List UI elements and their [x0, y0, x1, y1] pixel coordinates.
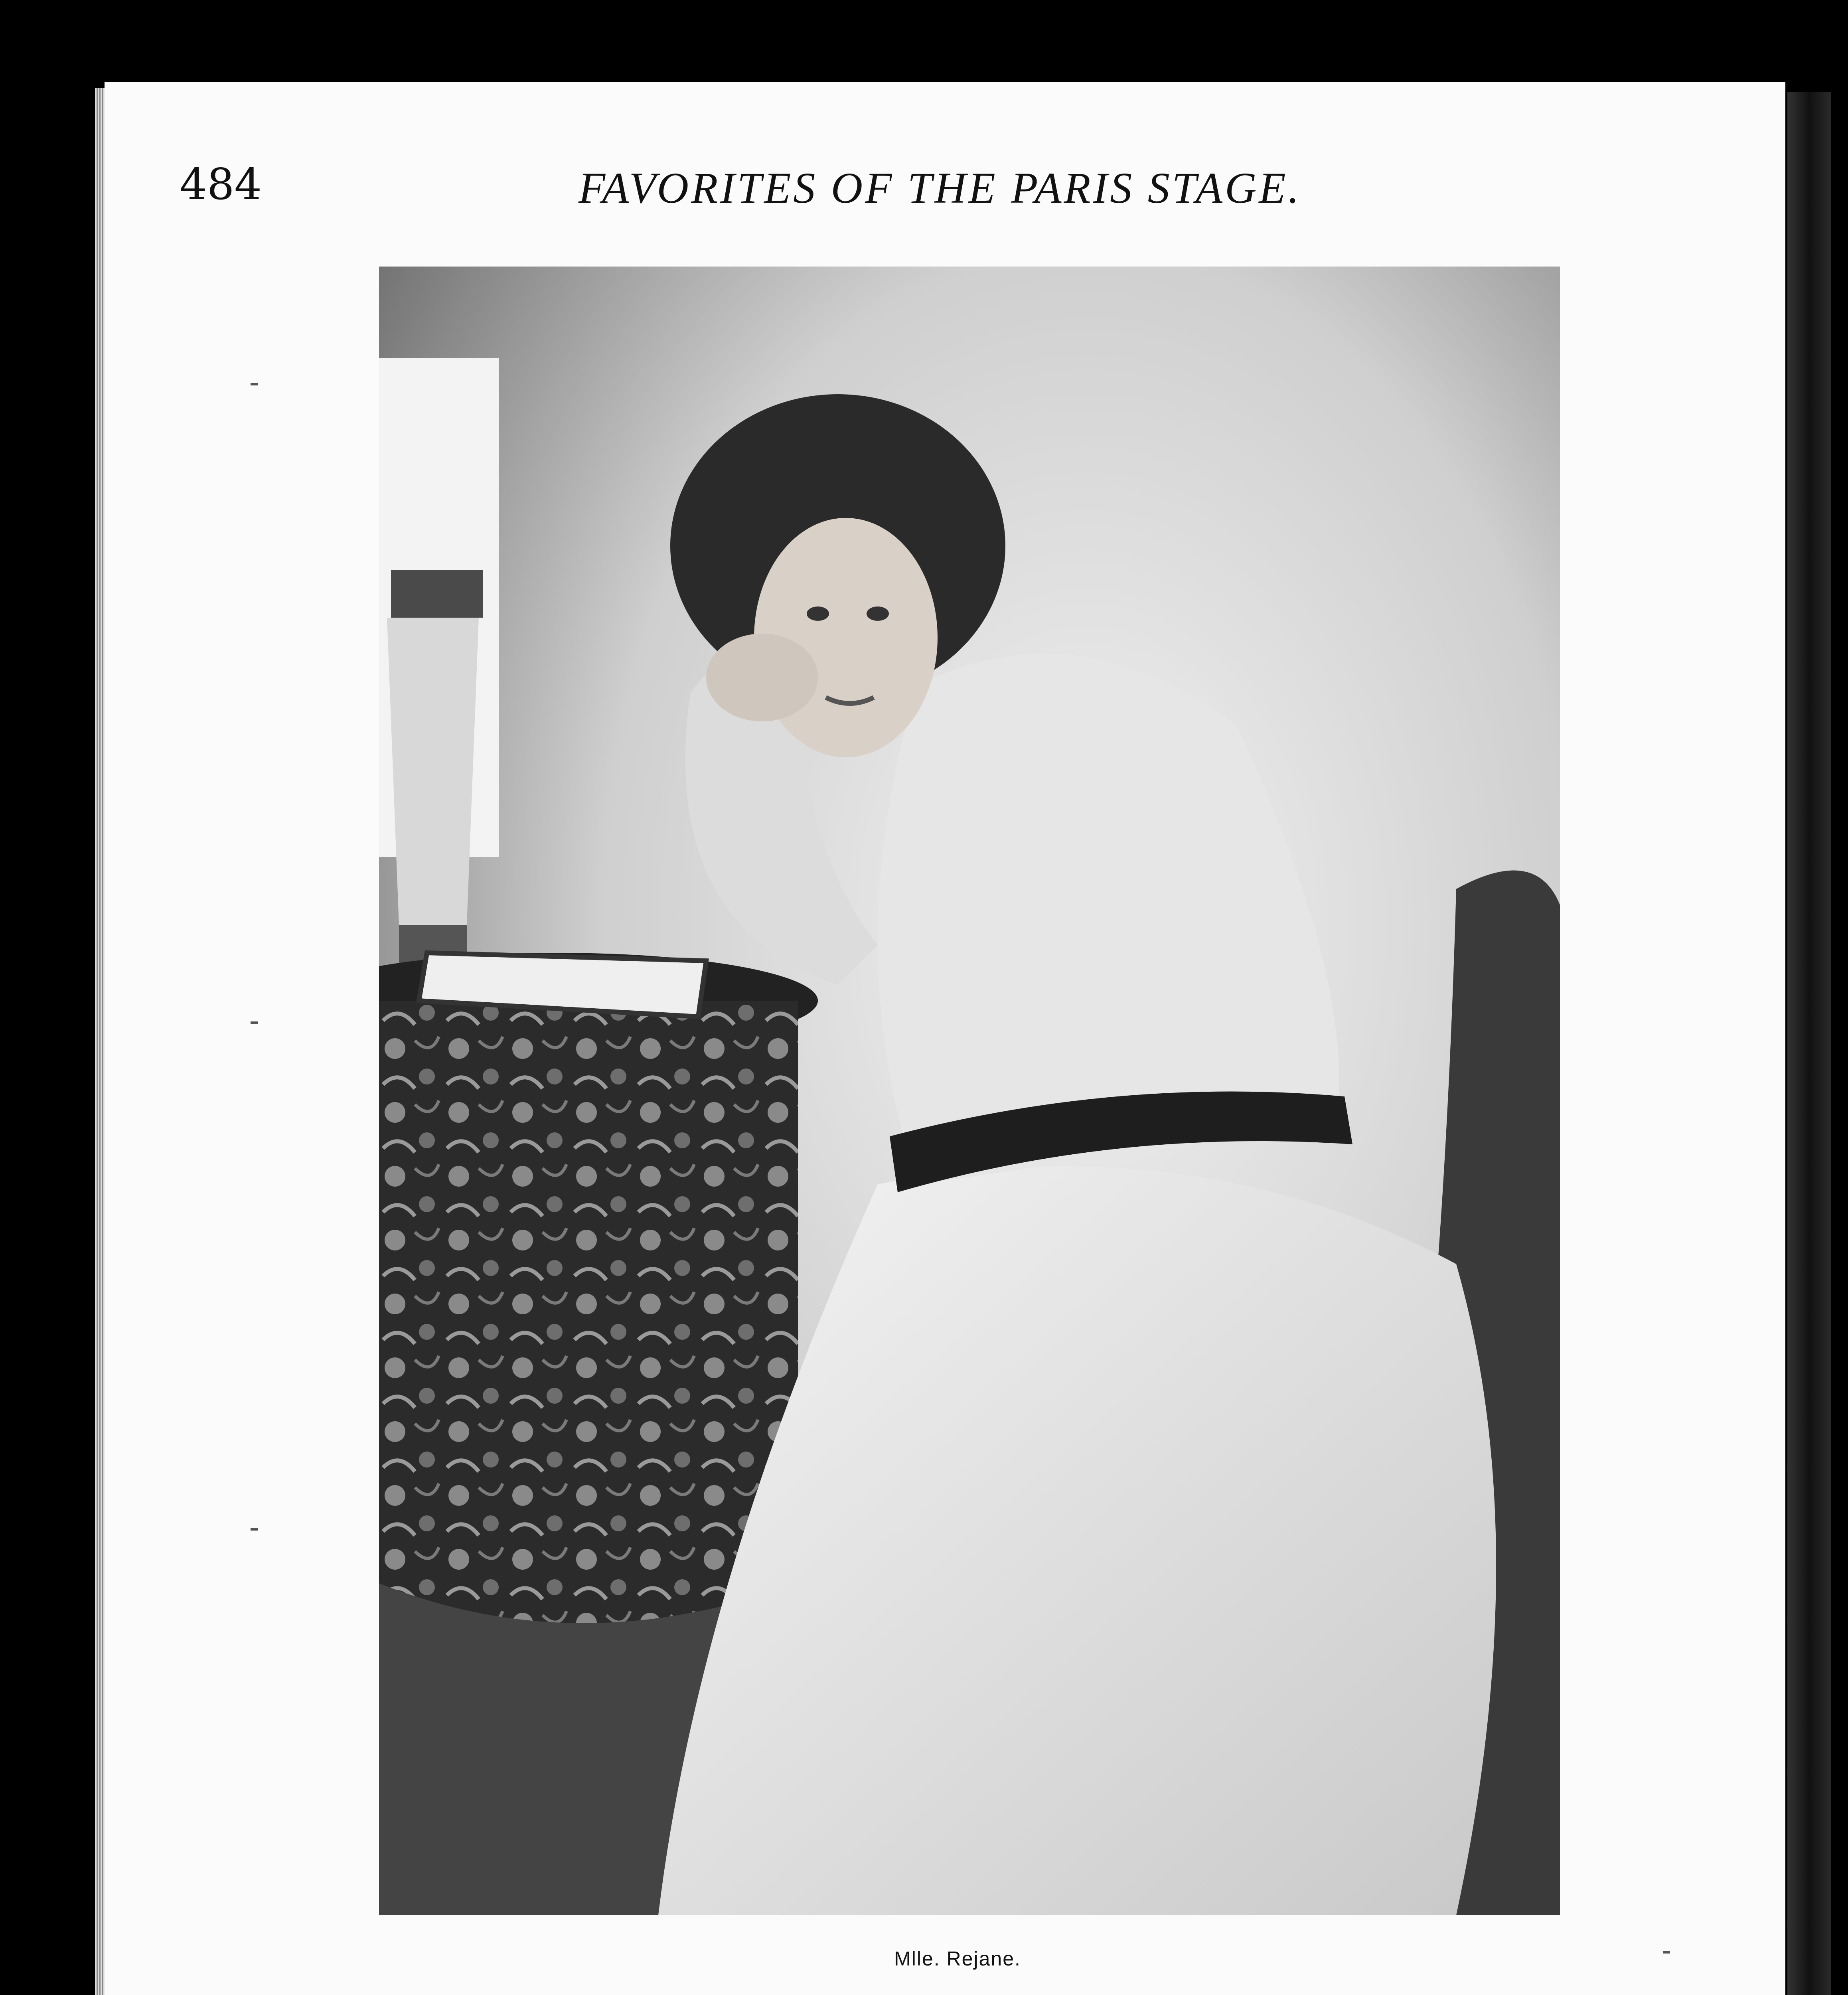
margin-mark — [251, 1528, 258, 1531]
page-number: 484 — [180, 160, 262, 209]
margin-mark — [251, 383, 258, 385]
margin-mark — [251, 1021, 258, 1024]
facing-page-edge — [1787, 92, 1831, 1995]
figure-caption: Mlle. Rejane. — [894, 1948, 1021, 1970]
portrait-illustration — [379, 267, 1560, 1915]
margin-mark — [1663, 1951, 1670, 1954]
portrait-photograph — [379, 267, 1560, 1915]
running-title: FAVORITES OF THE PARIS STAGE. — [578, 164, 1302, 212]
